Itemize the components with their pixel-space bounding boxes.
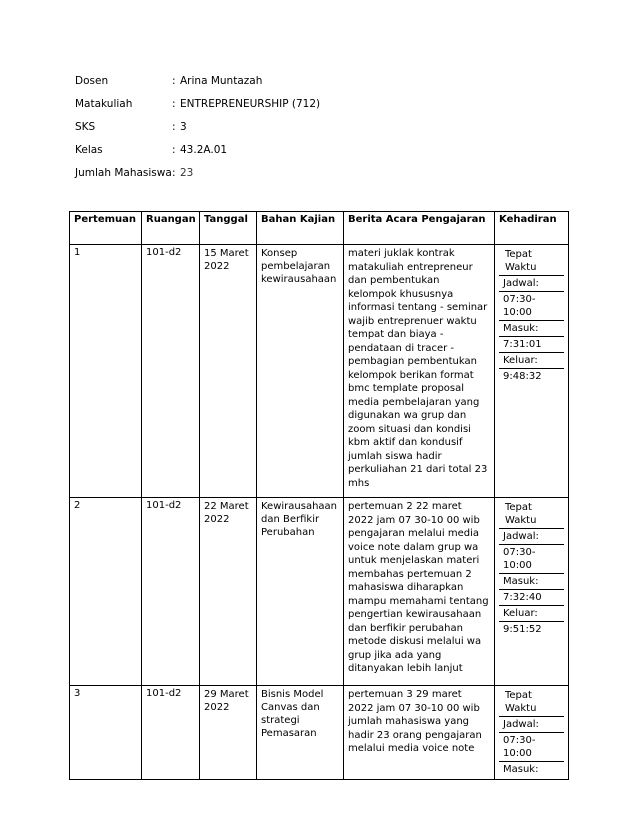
matakuliah-label: Matakuliah	[75, 98, 133, 110]
kehadiran-jadwal-label: Jadwal:	[499, 529, 564, 545]
dosen-colon: :	[172, 75, 176, 87]
jumlah-label: Jumlah Mahasiswa	[75, 167, 172, 179]
kehadiran-keluar-label: Keluar:	[499, 353, 564, 369]
col-header-kehadiran: Kehadiran	[495, 212, 569, 245]
dosen-value: Arina Muntazah	[180, 75, 263, 87]
cell-bahan: Konsep pembelajaran kewirausahaan	[257, 245, 344, 498]
kehadiran-keluar-value: 9:51:52	[503, 624, 542, 635]
dosen-label: Dosen	[75, 75, 109, 87]
col-header-bahan: Bahan Kajian	[257, 212, 344, 245]
cell-ruangan: 101-d2	[142, 498, 200, 686]
cell-pertemuan: 1	[70, 245, 142, 498]
matakuliah-colon: :	[172, 98, 176, 110]
table-row	[70, 498, 569, 686]
kehadiran-jadwal-value: 07:30-10:00	[499, 292, 564, 321]
cell-berita: pertemuan 3 29 maret 2022 jam 07 30-10 00 wib jumlah mahasiswa yang hadir 23 orang pengajaran melalui media voice note	[344, 686, 495, 780]
cell-pertemuan: 3	[70, 686, 142, 780]
cell-pertemuan: 2	[70, 498, 142, 686]
kelas-colon: :	[172, 144, 176, 156]
cell-ruangan: 101-d2	[142, 686, 200, 780]
table-row	[70, 686, 569, 780]
kelas-label: Kelas	[75, 144, 103, 156]
cell-berita: materi juklak kontrak matakuliah entrepreneur dan pembentukan kelompok khususnya informasi tentang - seminar wajib entreprenuer waktu tempat dan biaya - pendataan di tracer - pembagian pembentukan kelompok berikan format bmc template proposal media pembelajaran yang digunakan wa grup dan zoom situasi dan kondisi kbm aktif dan kondusif jumlah siswa hadir perkuliahan 21 dari total 23 mhs	[344, 245, 495, 498]
cell-kehadiran	[495, 245, 569, 498]
kehadiran-masuk-label: Masuk:	[503, 764, 539, 775]
attendance-table	[69, 211, 569, 780]
kehadiran-keluar-value: 9:48:32	[503, 371, 542, 382]
cell-bahan: Bisnis Model Canvas dan strategi Pemasaran	[257, 686, 344, 780]
kehadiran-status: Tepat Waktu	[499, 500, 564, 529]
cell-tanggal: 15 Maret 2022	[200, 245, 257, 498]
cell-kehadiran	[495, 686, 569, 780]
kehadiran-jadwal-value: 07:30-10:00	[499, 733, 564, 762]
table-header-row	[70, 212, 569, 245]
matakuliah-value: ENTREPRENEURSHIP (712)	[180, 98, 321, 110]
cell-tanggal: 29 Maret 2022	[200, 686, 257, 780]
kehadiran-masuk-value: 7:32:40	[499, 590, 564, 606]
sks-value: 3	[180, 121, 187, 133]
col-header-berita: Berita Acara Pengajaran	[344, 212, 495, 245]
cell-kehadiran	[495, 498, 569, 686]
col-header-tanggal: Tanggal	[200, 212, 257, 245]
cell-tanggal: 22 Maret 2022	[200, 498, 257, 686]
sks-colon: :	[172, 121, 176, 133]
kehadiran-keluar-label: Keluar:	[499, 606, 564, 622]
table-row	[70, 245, 569, 498]
kehadiran-status: Tepat Waktu	[499, 688, 564, 717]
kehadiran-masuk-label: Masuk:	[499, 574, 564, 590]
cell-ruangan: 101-d2	[142, 245, 200, 498]
kehadiran-jadwal-label: Jadwal:	[499, 276, 564, 292]
kehadiran-status: Tepat Waktu	[499, 247, 564, 276]
jumlah-value: 23	[180, 167, 194, 179]
sks-label: SKS	[75, 121, 96, 133]
jumlah-colon: :	[172, 167, 176, 179]
kehadiran-jadwal-label: Jadwal:	[499, 717, 564, 733]
kelas-value: 43.2A.01	[180, 144, 228, 156]
kehadiran-jadwal-value: 07:30-10:00	[499, 545, 564, 574]
cell-berita: pertemuan 2 22 maret 2022 jam 07 30-10 00 wib pengajaran melalui media voice note dalam grup wa untuk menjelaskan materi membahas pertemuan 2 mahasiswa diharapkan mampu memahami tentang pengertian kewirausahaan dan berfikir perubahan metode diskusi melalui wa grup jika ada yang ditanyakan lebih lanjut	[344, 498, 495, 686]
col-header-ruangan: Ruangan	[142, 212, 200, 245]
cell-bahan: Kewirausahaan dan Berfikir Perubahan	[257, 498, 344, 686]
col-header-pertemuan: Pertemuan	[70, 212, 142, 245]
kehadiran-masuk-label: Masuk:	[499, 321, 564, 337]
kehadiran-masuk-value: 7:31:01	[499, 337, 564, 353]
